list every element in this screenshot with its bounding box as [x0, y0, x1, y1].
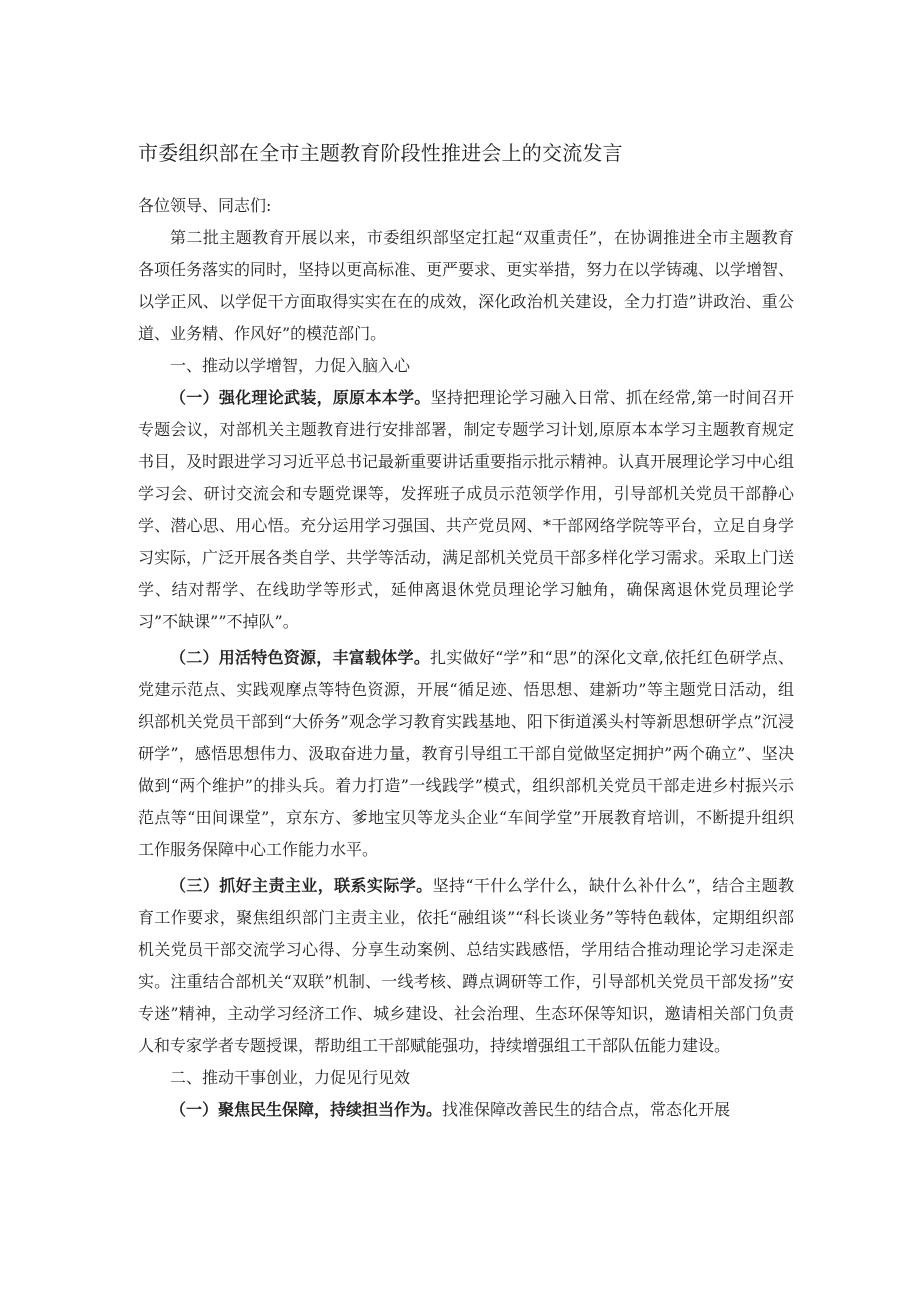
section-2-item-1 — [138, 1094, 794, 1126]
salutation: 各位领导、同志们: — [138, 196, 272, 215]
section-2-heading: 二、推动干事创业，力促见行见效 — [170, 1068, 411, 1087]
section-2-item-1-body: 找准保障改善民生的结合点，常态化开展 — [442, 1100, 731, 1119]
section-1-item-1-body: 坚持把理论学习融入日常、抓在经常,第一时间召开专题会议，对部机关主题教育进行安排部署，制定专题学习计划,原原本本学习主题教育规定书目，及时跟进学习习近平总书记最新重要讲话重要指示批示精神。认真开展理论学习中心组学习会、研讨交流会和专题党课等，发挥班子成员示范领学作用，引导部机关党员干部静心学、潜心思、用心悟。充分运用学习强国、共产党员网、*干部网络学院等平台，立足自身学习实际，广泛开展各类自学、共学等活动，满足部机关党员干部多样化学习需求。采取上门送学、结对帮学、在线助学等形式，延伸离退休党员理论学习触角，确保离退休党员理论学习”不缺课””不掉队”。 — [138, 388, 795, 631]
section-1-heading: 一、推动以学增智，力促入脑入心 — [170, 356, 411, 375]
document-page — [138, 138, 794, 1126]
section-1-item-2 — [138, 642, 794, 866]
section-1-item-3 — [138, 870, 794, 1062]
section-1-item-2-body: 扎实做好“学”和“思”的深化文章,依托红色研学点、党建示范点、实践观摩点等特色资源，开展“循足迹、悟思想、建新功”等主题党日活动，组织部机关党员干部到“大侨务”观念学习教育实践基地、阳下街道溪头村等新思想研学点”沉浸研学”，感悟思想伟力、汲取奋进力量，教育引导组工干部自觉做坚定拥护”两个确立”、坚决做到“两个维护”的排头兵。着力打造”一线践学”模式，组织部机关党员干部走进乡村振兴示范点等“田间课堂”，京东方、爹地宝贝等龙头企业“车间学堂”开展教育培训，不断提升组织工作服务保障中心工作能力水平。 — [138, 648, 794, 859]
section-1-item-1 — [138, 382, 794, 638]
section-2-item-1-lead: （一）聚焦民生保障，持续担当作为。 — [170, 1100, 443, 1119]
section-1-item-1-lead: （一）强化理论武装，原原本本学。 — [170, 388, 431, 407]
section-1-item-3-lead: （三）抓好主责主业，联系实际学。 — [170, 876, 433, 895]
section-1-item-2-lead: （二）用活特色资源，丰富载体学。 — [170, 648, 431, 667]
document-title: 市委组织部在全市主题教育阶段性推进会上的交流发言 — [138, 141, 623, 165]
intro-paragraph: 第二批主题教育开展以来，市委组织部坚定扛起“双重责任”，在协调推进全市主题教育各项任务落实的同时，坚持以更高标准、更严要求、更实举措，努力在以学铸魂、以学增智、以学正风、以学促干方面取得实实在在的成效，深化政治机关建设，全力打造”讲政治、重公道、业务精、作风好”的模范部门。 — [138, 228, 795, 343]
section-1-item-3-body: 坚持“干什么学什么，缺什么补什么”，结合主题教育工作要求，聚焦组织部门主责主业，依托“融组谈”“科长谈业务”等特色载体，定期组织部机关党员干部交流学习心得、分享生动案例、总结实践感悟，学用结合推动理论学习走深走实。注重结合部机关“双联”机制、一线考核、蹲点调研等工作，引导部机关党员干部发扬”安专迷”精神，主动学习经济工作、城乡建设、社会治理、生态环保等知识，邀请相关部门负责人和专家学者专题授课，帮助组工干部赋能强功，持续增强组工干部队伍能力建设。 — [138, 876, 794, 1055]
